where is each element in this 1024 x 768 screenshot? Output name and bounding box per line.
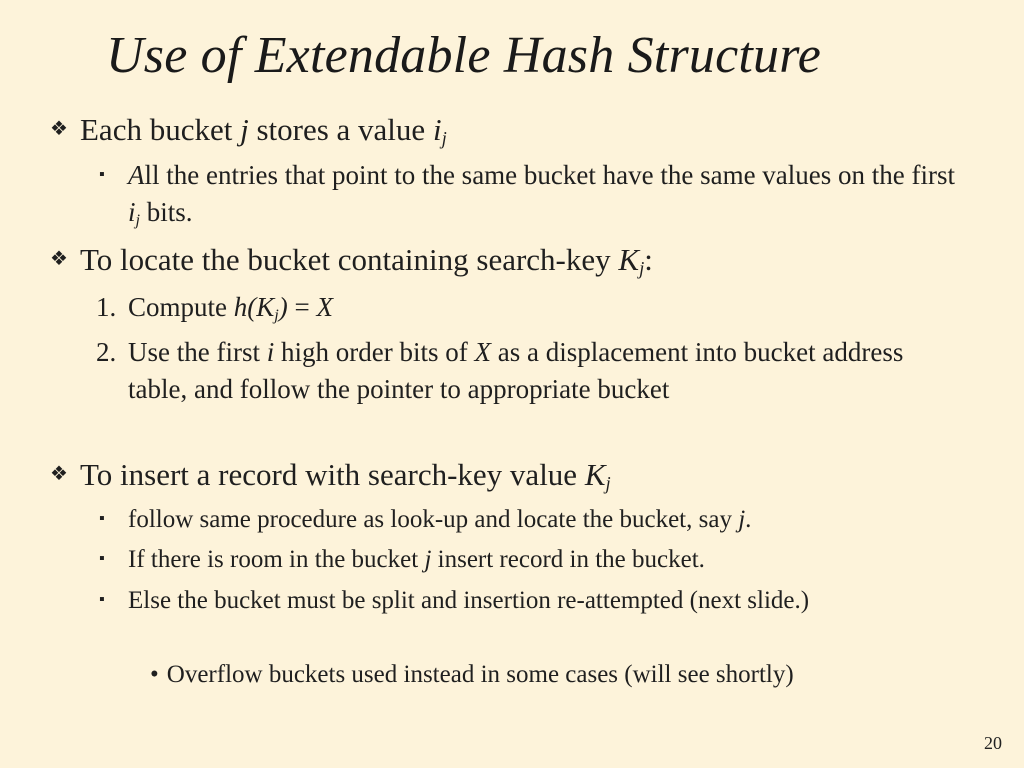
page-number: 20 [984, 733, 1002, 753]
subbullet-room-in-bucket: ▪ If there is room in the bucket j insert record in the bucket. [128, 543, 968, 577]
step-compute-hash: 1. Compute $h(K_j) = X$ [96, 292, 333, 325]
subbullet-lookup: ▪ follow same procedure as look-up and locate the bucket, say j. [128, 503, 968, 537]
subsubbullet-overflow-buckets: • Overflow buckets used instead in some cases (will see shortly) [150, 661, 794, 688]
bullet-locate-bucket: ❖ To locate the bucket containing search-key $K_j$: [50, 242, 653, 280]
diamond-bullet-icon: ❖ [50, 248, 68, 270]
diamond-bullet-icon: ❖ [50, 463, 68, 485]
subbullet-same-values: ▪ All the entries that point to the same bucket have the same values on the first $i_j$ bits. [128, 157, 968, 231]
diamond-bullet-icon: ❖ [50, 118, 68, 140]
dot-bullet-icon: • [150, 661, 159, 688]
subbullet-split-bucket: ▪ Else the bucket must be split and insertion re-attempted (next slide.) [128, 584, 928, 618]
bullet-insert-record: ❖ To insert a record with search-key value $K_j$ [50, 457, 611, 495]
slide-title: Use of Extendable Hash Structure [106, 27, 822, 84]
square-bullet-icon: ▪ [99, 510, 105, 527]
square-bullet-icon: ▪ [99, 550, 105, 567]
square-bullet-icon: ▪ [99, 591, 105, 608]
bullet-bucket-value: ❖ Each bucket j stores a value $i_j$ [50, 112, 447, 150]
square-bullet-icon: ▪ [99, 166, 105, 183]
step-use-high-order-bits: 2. Use the first i high order bits of X as a displacement into bucket address table, and follow the pointer to appropriate bucket [96, 337, 904, 404]
